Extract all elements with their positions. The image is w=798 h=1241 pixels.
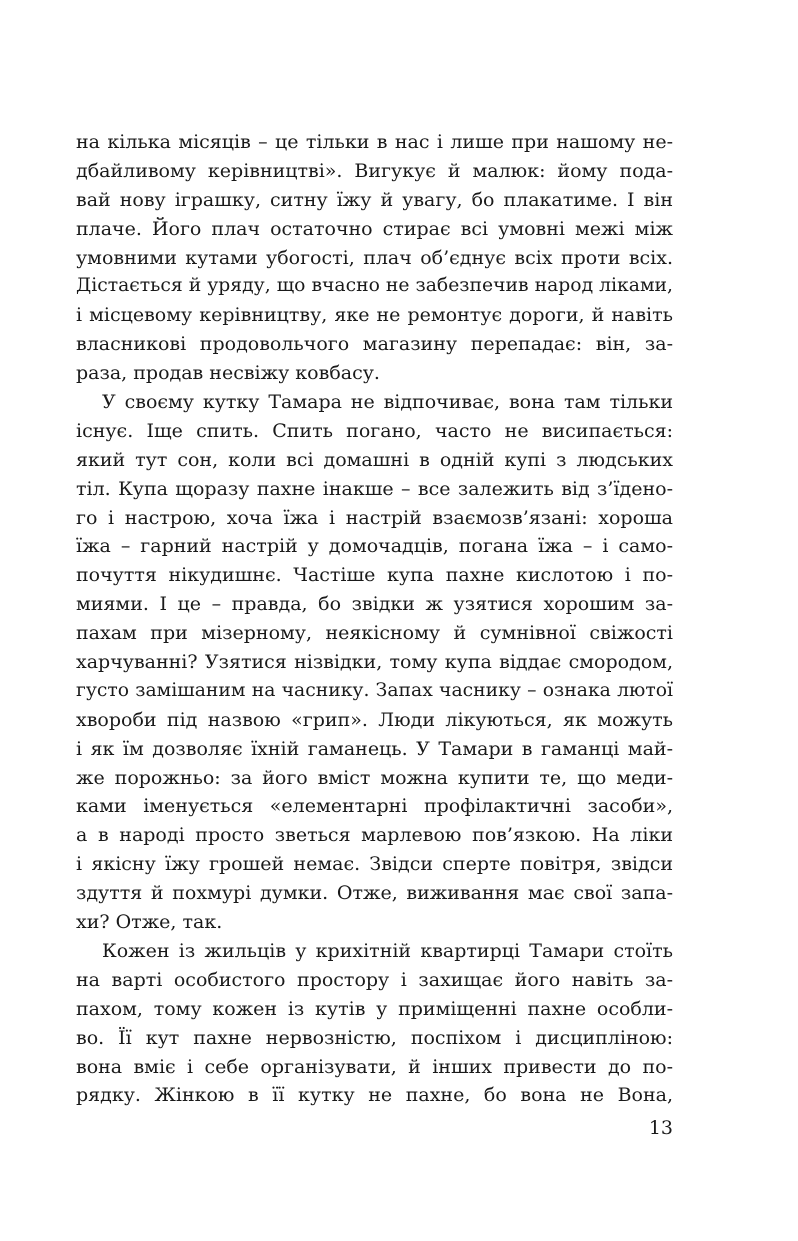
text-line: власникові продовольчого магазину перепадає: він, за- (76, 333, 673, 356)
text-line: дбайливому керівництві». Вигукує й малюк: йому пода- (76, 159, 673, 182)
text-line: миями. І це – правда, бо звідки ж узятися хорошим за- (76, 593, 673, 616)
text-line: який тут сон, коли всі домашні в одній купі з людських (76, 448, 673, 471)
text-line: пахом, тому кожен із кутів у приміщенні пахне особли- (76, 997, 673, 1020)
text-line: і якісну їжу грошей немає. Звідси сперте повітря, звідси (76, 853, 673, 876)
text-line: існує. Іще спить. Спить погано, часто не висипається: (76, 419, 673, 442)
text-line: почуття нікудишнє. Частіше купа пахне кислотою і по- (76, 564, 673, 587)
body-text (76, 128, 673, 1110)
text-line: хи? Отже, так. (76, 911, 223, 934)
text-line: во. Її кут пахне нервозністю, поспіхом і дисципліною: (76, 1026, 673, 1049)
text-line: здуття й похмурі думки. Отже, виживання має свої запа- (76, 882, 673, 905)
text-line: ками іменується «елементарні профілактичні засоби», (76, 795, 673, 818)
text-line: У своєму кутку Тамара не відпочиває, вона там тільки (102, 391, 673, 414)
text-line: і як їм дозволяє їхній гаманець. У Тамари в гаманці май- (76, 737, 673, 760)
text-line: плаче. Його плач остаточно стирає всі умовні межі між (76, 217, 673, 240)
text-line: вай нову іграшку, ситну їжу й увагу, бо плакатиме. І він (76, 188, 673, 211)
text-line: густо замішаним на часнику. Запах часнику – ознака лютої (76, 679, 673, 701)
text-line: хвороби під назвою «грип». Люди лікуються, як можуть (76, 708, 673, 731)
text-line: пахам при мізерному, неякісному й сумнівної свіжості (76, 622, 673, 645)
text-line: умовними кутами убогості, плач об’єднує всіх проти всіх. (76, 246, 673, 269)
text-line: же порожньо: за його вміст можна купити те, що меди- (76, 766, 673, 789)
text-line: го і настрою, хоча їжа і настрій взаємозв’язані: хороша (76, 506, 673, 529)
text-line: і місцевому керівництву, яке не ремонтує дороги, й навіть (76, 304, 673, 327)
text-line: їжа – гарний настрій у домочадців, погана їжа – і само- (76, 535, 673, 558)
text-line: рядку. Жінкою в її кутку не пахне, бо вона не Вона, (76, 1084, 673, 1107)
text-line: Кожен із жильців у крихітній квартирці Тамари стоїть (102, 939, 673, 962)
text-line: харчуванні? Узятися нізвідки, тому купа віддає смородом, (76, 651, 673, 674)
page-number: 13 (648, 1117, 673, 1139)
text-line: Дістається й уряду, що вчасно не забезпечив народ ліками, (76, 275, 673, 297)
text-line: на кілька місяців – це тільки в нас і лише при нашому не- (76, 131, 673, 153)
text-line: на варті особистого простору і захищає його навіть за- (76, 968, 673, 991)
text-line: тіл. Купа щоразу пахне інакше – все залежить від з’їдено- (76, 477, 673, 500)
text-line: раза, продав несвіжу ковбасу. (76, 362, 380, 385)
text-line: вона вміє і себе організувати, й інших привести до по- (76, 1055, 673, 1078)
text-line: а в народі просто зветься марлевою пов’язкою. На ліки (76, 824, 673, 847)
